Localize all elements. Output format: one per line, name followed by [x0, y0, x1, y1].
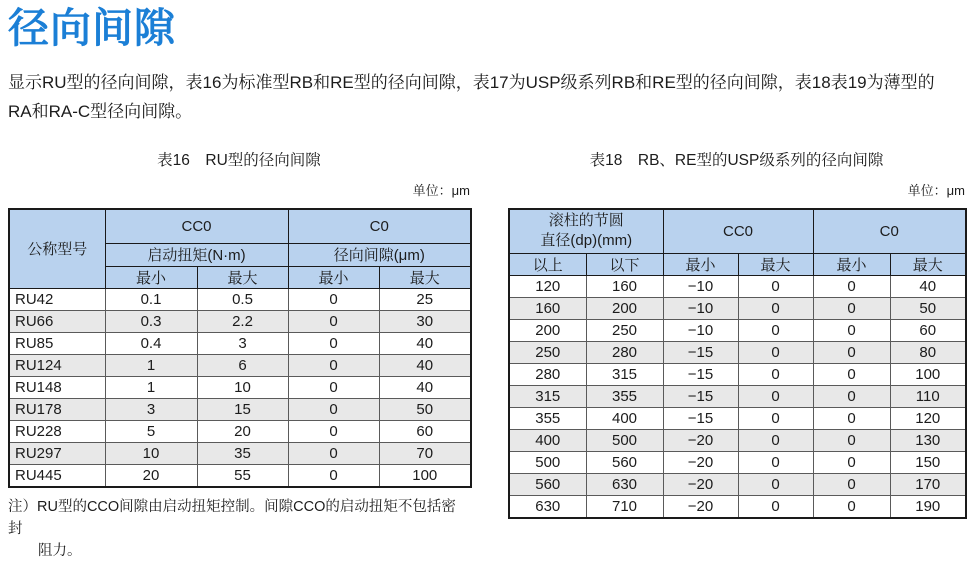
table-cell: 0 — [738, 385, 813, 407]
table-cell: 0 — [288, 398, 379, 420]
table-cell: −20 — [663, 473, 738, 495]
table-row — [509, 363, 966, 385]
table-cell: RU124 — [9, 354, 105, 376]
table-row — [9, 442, 471, 464]
table-cell: 0 — [813, 429, 890, 451]
table-cell: −20 — [663, 451, 738, 473]
table-row — [509, 319, 966, 341]
table-cell: 0 — [738, 451, 813, 473]
table-cell: 100 — [379, 464, 471, 487]
col-header-max: 最大 — [738, 253, 813, 275]
table16-unit-label: 单位：μm — [412, 183, 470, 198]
table18-unit-label: 单位：μm — [907, 183, 965, 198]
table-cell: 0 — [288, 420, 379, 442]
table18-header — [509, 209, 966, 275]
table-cell: −10 — [663, 297, 738, 319]
table-cell: 190 — [890, 495, 966, 518]
table-cell: 400 — [509, 429, 586, 451]
table-cell: 80 — [890, 341, 966, 363]
col-header-min: 最小 — [813, 253, 890, 275]
table-cell: 0 — [738, 407, 813, 429]
table-cell: 15 — [197, 398, 288, 420]
table-cell: 1 — [105, 354, 197, 376]
table-cell: −15 — [663, 363, 738, 385]
table-row — [9, 376, 471, 398]
table-cell: −20 — [663, 495, 738, 518]
table-cell: RU42 — [9, 288, 105, 310]
col-group-cc0: CC0 — [105, 209, 288, 243]
table-cell: 560 — [586, 451, 663, 473]
table-cell: 170 — [890, 473, 966, 495]
table-cell: 0 — [813, 451, 890, 473]
table-cell: −10 — [663, 319, 738, 341]
table-cell: 0 — [813, 297, 890, 319]
table-cell: 0 — [738, 341, 813, 363]
table-row — [9, 464, 471, 487]
table-cell: 0 — [288, 376, 379, 398]
table-cell: 355 — [586, 385, 663, 407]
table-cell: 160 — [586, 275, 663, 297]
col-group-c0: C0 — [813, 209, 966, 253]
table-cell: 55 — [197, 464, 288, 487]
table18 — [508, 208, 967, 519]
table-cell: −10 — [663, 275, 738, 297]
col-group-pitch-diameter — [509, 209, 663, 253]
table-cell: 2.2 — [197, 310, 288, 332]
table-cell: 0.3 — [105, 310, 197, 332]
table-cell: 70 — [379, 442, 471, 464]
table-cell: 0.1 — [105, 288, 197, 310]
page-title: 径向间隙 — [8, 5, 176, 51]
table-cell: 280 — [509, 363, 586, 385]
table-cell: 130 — [890, 429, 966, 451]
table16-section — [8, 150, 470, 562]
table-cell: 0 — [288, 464, 379, 487]
table-cell: 315 — [586, 363, 663, 385]
table-cell: 500 — [509, 451, 586, 473]
table-cell: 40 — [890, 275, 966, 297]
table-cell: 20 — [105, 464, 197, 487]
table-cell: 0 — [738, 297, 813, 319]
table-cell: 110 — [890, 385, 966, 407]
table-cell: 0 — [738, 319, 813, 341]
table-row — [509, 341, 966, 363]
table-row — [509, 385, 966, 407]
table-cell: 280 — [586, 341, 663, 363]
table-cell: 10 — [105, 442, 197, 464]
table-row — [9, 288, 471, 310]
table-row — [509, 407, 966, 429]
table-row — [9, 310, 471, 332]
table-cell: 0 — [813, 407, 890, 429]
table-cell: 315 — [509, 385, 586, 407]
table16-note — [8, 496, 470, 562]
table-cell: 400 — [586, 407, 663, 429]
table-cell: RU66 — [9, 310, 105, 332]
intro-line-2: RA和RA-C型径向间隙。 — [8, 102, 193, 121]
table-cell: 200 — [586, 297, 663, 319]
table-cell: 0 — [738, 363, 813, 385]
table-cell: 50 — [379, 398, 471, 420]
table-cell: 630 — [509, 495, 586, 518]
table-cell: 500 — [586, 429, 663, 451]
table-cell: 60 — [890, 319, 966, 341]
table-cell: 50 — [890, 297, 966, 319]
table-cell: 0 — [738, 473, 813, 495]
table-cell: 35 — [197, 442, 288, 464]
table-cell: 1 — [105, 376, 197, 398]
table-cell: 60 — [379, 420, 471, 442]
table-cell: 0.4 — [105, 332, 197, 354]
table-cell: −20 — [663, 429, 738, 451]
table-cell: 0 — [288, 442, 379, 464]
table-cell: 25 — [379, 288, 471, 310]
table-row — [509, 495, 966, 518]
table-cell: 40 — [379, 332, 471, 354]
table18-section — [508, 150, 965, 519]
table-cell: 0 — [813, 275, 890, 297]
table-cell: 0 — [813, 341, 890, 363]
table-cell: 150 — [890, 451, 966, 473]
table18-caption: 表18 RB、RE型的USP级系列的径向间隙 — [589, 152, 884, 169]
col-header-max: 最大 — [379, 266, 471, 288]
table-cell: 0.5 — [197, 288, 288, 310]
table-cell: 40 — [379, 354, 471, 376]
table-row — [9, 420, 471, 442]
table16-header — [9, 209, 471, 288]
table-cell: 0 — [288, 310, 379, 332]
intro-line-1: 显示RU型的径向间隙，表16为标准型RB和RE型的径向间隙，表17为USP级系列RB和RE型的径向间隙，表18表19为薄型的 — [8, 73, 935, 92]
table-cell: −15 — [663, 407, 738, 429]
table-cell: 355 — [509, 407, 586, 429]
col-header-under: 以下 — [586, 253, 663, 275]
header-row-groups — [9, 209, 471, 243]
col-subheader-torque: 启动扭矩(N·m) — [105, 243, 288, 266]
table-cell: RU297 — [9, 442, 105, 464]
table-cell: 0 — [813, 385, 890, 407]
table-cell: RU228 — [9, 420, 105, 442]
table-cell: RU445 — [9, 464, 105, 487]
table-cell: 0 — [738, 495, 813, 518]
table-cell: 3 — [197, 332, 288, 354]
table-row — [509, 275, 966, 297]
table-cell: 3 — [105, 398, 197, 420]
table-cell: 160 — [509, 297, 586, 319]
table-cell: 710 — [586, 495, 663, 518]
table-cell: RU148 — [9, 376, 105, 398]
table-cell: RU85 — [9, 332, 105, 354]
table-row — [9, 354, 471, 376]
table-row — [509, 451, 966, 473]
col-header-min: 最小 — [105, 266, 197, 288]
table-cell: 0 — [288, 332, 379, 354]
table-cell: 100 — [890, 363, 966, 385]
table-cell: 200 — [509, 319, 586, 341]
table-cell: 120 — [509, 275, 586, 297]
table-row — [509, 429, 966, 451]
table-cell: 0 — [288, 354, 379, 376]
table16 — [8, 208, 472, 488]
header-row-minmax — [509, 253, 966, 275]
table-cell: −15 — [663, 385, 738, 407]
table-cell: 0 — [738, 429, 813, 451]
table-row — [509, 297, 966, 319]
table-cell: 30 — [379, 310, 471, 332]
table-cell: 6 — [197, 354, 288, 376]
col-header-over: 以上 — [509, 253, 586, 275]
table-cell: 630 — [586, 473, 663, 495]
col-group-cc0: CC0 — [663, 209, 813, 253]
pitch-diameter-line-1: 滚柱的节圆 — [548, 212, 624, 230]
table-cell: 560 — [509, 473, 586, 495]
col-header-min: 最小 — [663, 253, 738, 275]
table-cell: 5 — [105, 420, 197, 442]
header-row-groups — [509, 209, 966, 253]
col-group-c0: C0 — [288, 209, 471, 243]
note-line-2: 阻力。 — [38, 542, 82, 559]
pitch-diameter-line-2: 直径(dp)(mm) — [540, 232, 633, 250]
col-header-max: 最大 — [197, 266, 288, 288]
intro-paragraph — [8, 68, 968, 126]
table-cell: 0 — [288, 288, 379, 310]
col-header-max: 最大 — [890, 253, 966, 275]
table-cell: 0 — [813, 319, 890, 341]
table-cell: 250 — [509, 341, 586, 363]
table-cell: 0 — [813, 363, 890, 385]
table-cell: 120 — [890, 407, 966, 429]
table-cell: 0 — [813, 495, 890, 518]
table-row — [509, 473, 966, 495]
table-cell: 10 — [197, 376, 288, 398]
table-cell: 20 — [197, 420, 288, 442]
note-line-1: 注）RU型的CCO间隙由启动扭矩控制。间隙CCO的启动扭矩不包括密封 — [8, 498, 456, 537]
table-cell: 0 — [813, 473, 890, 495]
table16-body — [9, 288, 471, 487]
table16-caption: 表16 RU型的径向间隙 — [157, 152, 321, 169]
col-header-min: 最小 — [288, 266, 379, 288]
table-cell: RU178 — [9, 398, 105, 420]
table-cell: 0 — [738, 275, 813, 297]
table18-body — [509, 275, 966, 518]
col-header-model: 公称型号 — [9, 209, 105, 288]
table-row — [9, 398, 471, 420]
col-subheader-clearance: 径向间隙(μm) — [288, 243, 471, 266]
table-cell: −15 — [663, 341, 738, 363]
table-row — [9, 332, 471, 354]
table-cell: 250 — [586, 319, 663, 341]
table-cell: 40 — [379, 376, 471, 398]
